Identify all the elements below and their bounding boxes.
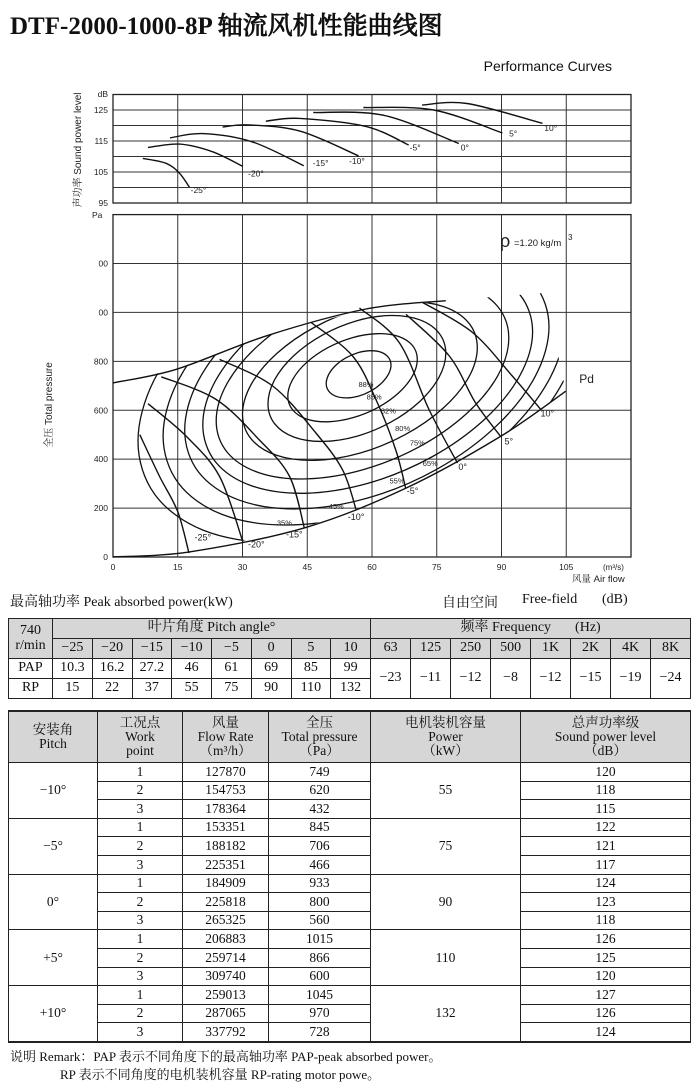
column-header-line: （kW） [422,743,469,759]
speed-cell [9,619,53,659]
pitch-cell: +5° [9,930,98,986]
table-row [9,911,691,930]
work-point-cell: 2 [98,1004,183,1023]
pitch-angle-cell: −15 [132,639,172,659]
total-pressure-cell: 466 [269,855,371,874]
total-pressure-cell: 800 [269,893,371,912]
efficiency-label: 82% [380,406,396,416]
frequency-correction: −8 [491,659,531,699]
table-row [9,930,691,949]
sound-tick-label: 95 [98,198,108,208]
work-point-cell: 1 [98,930,183,949]
frequency-unit: (Hz) [575,620,601,636]
x-tick-label: 60 [367,562,377,572]
sound-curve-label: -25° [190,184,207,195]
power-cell: 90 [371,874,521,930]
sound-curve [148,144,243,166]
efficiency-label: 88% [358,379,374,389]
sound-level-cell: 125 [521,948,691,967]
pitch-curve [311,323,406,489]
free-field-cn: 自由空间 [442,596,498,611]
flow-rate-cell: 154753 [183,781,269,800]
column-header [371,711,521,763]
pd-label: Pd [579,371,594,386]
table-row [9,1023,691,1042]
surge-line [113,301,446,383]
sound-curve-label: -10° [349,155,365,166]
sound-curve-label: 0° [460,142,469,153]
frequency-correction: −24 [651,659,691,699]
rp-value: 110 [291,679,331,699]
pitch-curve-label: -15° [285,529,303,540]
x-tick-label: 0 [110,562,116,572]
flow-rate-cell: 225351 [183,855,269,874]
speed-unit: r/min [15,637,46,653]
frequency-cell: 2K [571,639,611,659]
flow-rate-cell: 206883 [183,930,269,949]
pitch-curve-label: -25° [194,532,212,543]
column-header-line: 总声功率级 [571,714,640,730]
sound-curve-label: -5° [409,142,421,153]
rp-value: 22 [92,679,132,699]
sound-curve [363,107,502,133]
column-header-line: （dB） [584,743,627,759]
frequency-header [371,619,691,639]
sound-unit-label: dB [97,89,108,99]
pitch-angle-cell: −5 [212,639,252,659]
peak-power-caption: 最高轴功率 Peak absorbed power(kW) [10,595,233,610]
work-point-table [8,710,691,1043]
x-tick-label: 90 [496,562,507,572]
pap-value: 16.2 [92,659,132,679]
frequency-cell: 1K [531,639,571,659]
column-header-line: Total pressure [281,728,358,744]
total-pressure-cell: 620 [269,781,371,800]
efficiency-label: 80% [395,423,411,433]
pressure-tick-label: 800 [93,356,108,367]
frequency-cell: 250 [451,639,491,659]
pitch-curve-label: 0° [458,461,467,472]
table-row [9,837,691,856]
total-pressure-cell: 866 [269,948,371,967]
pitch-angle-cell: −25 [53,639,93,659]
column-header-line: Sound power level [554,728,657,744]
sound-level-cell: 124 [521,1023,691,1042]
pressure-tick-label: 600 [93,405,108,416]
total-pressure-cell: 933 [269,874,371,893]
column-header-line: 安装角 [32,721,74,737]
column-header-line: 工况点 [119,714,161,730]
pap-value: 10.3 [53,659,93,679]
sound-curve-label: -15° [312,157,329,168]
density-symbol: ρ [500,231,511,251]
frequency-correction: −19 [611,659,651,699]
flow-rate-cell: 184909 [183,874,269,893]
total-pressure-cell: 845 [269,818,371,837]
work-point-cell: 3 [98,911,183,930]
table-row [9,986,691,1005]
pitch-cell: +10° [9,986,98,1042]
sound-curve-label: 5° [509,128,518,139]
sound-tick-label: 125 [93,105,108,115]
pitch-curve [423,302,541,409]
total-pressure-cell: 970 [269,1004,371,1023]
frequency-cell: 8K [651,639,691,659]
column-header [521,711,691,763]
remark-line-1: 说明 Remark：PAP 表示不同角度下的最高轴功率 PAP-peak absorbed power。 [10,1049,442,1064]
column-header-line: Work [125,728,155,744]
column-header-line: Power [428,728,463,744]
sound-curve-label: -20° [248,168,264,179]
free-field-en: Free-field [522,592,578,607]
x-tick-label: 75 [432,562,442,572]
flow-rate-cell: 153351 [183,818,269,837]
efficiency-label: 45% [328,502,344,512]
column-header [269,711,371,763]
power-cell: 110 [371,930,521,986]
rp-value: 37 [132,679,172,699]
sound-axis-title: 声功率 Sound power level [73,92,84,208]
x-axis-unit: (m³/s) [603,563,624,572]
efficiency-label: 35% [276,518,292,528]
total-pressure-cell: 728 [269,1023,371,1042]
frequency-cell: 4K [611,639,651,659]
total-pressure-cell: 560 [269,911,371,930]
column-header [9,711,98,763]
pressure-tick-label: 200 [93,503,108,514]
frequency-cell: 125 [411,639,451,659]
rp-value: 90 [251,679,291,699]
sound-level-cell: 126 [521,930,691,949]
pitch-angle-header: 叶片角度 Pitch angle° [53,619,371,639]
column-header-line: Pitch [39,736,67,751]
table-row [9,874,691,893]
column-header-line: 电机装机容量 [405,714,486,730]
pitch-curve-label: -10° [347,512,365,523]
sound-level-cell: 126 [521,1004,691,1023]
column-header-line: （Pa） [299,743,340,759]
total-pressure-cell: 706 [269,837,371,856]
frequency-correction: −12 [531,659,571,699]
pitch-angle-cell: −20 [92,639,132,659]
efficiency-contour [268,315,446,441]
x-axis-title: 风量 Air flow [572,574,625,585]
flow-rate-cell: 337792 [183,1023,269,1042]
pitch-curve-label: -20° [248,539,265,550]
table-row [9,1004,691,1023]
sound-tick-label: 115 [94,136,108,146]
table-row [9,800,691,819]
work-point-cell: 1 [98,763,183,782]
work-point-cell: 2 [98,781,183,800]
power-cell: 75 [371,818,521,874]
sound-curve [422,102,542,123]
x-tick-label: 15 [173,562,183,572]
work-point-cell: 2 [98,948,183,967]
table-row [9,967,691,986]
frequency-correction: −12 [451,659,491,699]
pap-value: 27.2 [132,659,172,679]
frequency-header-label: 频率 Frequency [460,620,552,636]
pap-value: 61 [212,659,252,679]
work-point-cell: 3 [98,1023,183,1042]
rp-value: 75 [212,679,252,699]
sound-level-cell: 117 [521,855,691,874]
pitch-curve [148,404,243,542]
pitch-curve-label: 5° [504,436,514,447]
sound-level-cell: 115 [521,800,691,819]
work-point-cell: 3 [98,967,183,986]
frequency-correction: −11 [411,659,451,699]
table-row [9,763,691,782]
pitch-angle-cell: 5 [291,639,331,659]
pap-value: 85 [291,659,331,679]
work-point-cell: 3 [98,800,183,819]
work-point-cell: 1 [98,986,183,1005]
column-header-line: 风量 [212,714,239,730]
pap-value: 69 [251,659,291,679]
pressure-tick-label: 400 [93,454,108,465]
pitch-angle-cell: 0 [251,639,291,659]
flow-rate-cell: 127870 [183,763,269,782]
pressure-unit-label: Pa [92,210,103,220]
efficiency-label: 65% [422,458,438,468]
total-pressure-cell: 1045 [269,986,371,1005]
page-title: DTF-2000-1000-8P 轴流风机性能曲线图 [10,13,443,40]
flow-rate-cell: 287065 [183,1004,269,1023]
rp-value: 55 [172,679,212,699]
total-pressure-cell: 1015 [269,930,371,949]
density-value: =1.20 kg/m [514,238,562,249]
pap-value: 46 [172,659,212,679]
column-header-line: 全压 [306,714,333,730]
work-point-cell: 1 [98,874,183,893]
flow-rate-cell: 225818 [183,893,269,912]
x-tick-label: 30 [237,562,248,572]
sound-level-cell: 120 [521,967,691,986]
pressure-tick-label: 0 [103,552,108,562]
pitch-curve [161,377,304,528]
frequency-correction: −23 [371,659,411,699]
flow-rate-cell: 259013 [183,986,269,1005]
pap-label: PAP [9,659,53,679]
column-header-line: Flow Rate [197,728,254,744]
frequency-cell: 500 [491,639,531,659]
sound-level-cell: 118 [521,911,691,930]
pitch-angle-cell: 10 [331,639,371,659]
frequency-correction: −15 [571,659,611,699]
free-field-unit: (dB) [602,592,628,607]
sound-curve [143,158,190,187]
sound-tick-label: 105 [93,167,108,177]
flow-rate-cell: 188182 [183,837,269,856]
total-pressure-cell: 600 [269,967,371,986]
efficiency-contour [326,351,391,398]
pitch-cell: 0° [9,874,98,930]
frequency-cell: 63 [371,639,411,659]
x-tick-label: 105 [559,562,574,572]
pressure-tick-label: 00 [98,307,108,318]
total-pressure-cell: 749 [269,763,371,782]
pitch-curve-label: 10° [540,408,555,419]
work-point-cell: 1 [98,818,183,837]
total-pressure-cell: 432 [269,800,371,819]
sound-level-cell: 123 [521,893,691,912]
power-cell: 55 [371,763,521,819]
rp-value: 132 [331,679,371,699]
x-tick-label: 45 [302,562,312,572]
sound-curve [170,134,304,166]
column-header-line: （m³/h） [199,743,252,759]
pitch-curve-label: -5° [406,485,419,496]
sound-level-cell: 120 [521,763,691,782]
flow-rate-cell: 309740 [183,967,269,986]
pitch-angle-cell: −10 [172,639,212,659]
speed-value: 740 [20,622,41,638]
work-point-cell: 3 [98,855,183,874]
column-header-line: point [126,743,154,759]
flow-rate-cell: 259714 [183,948,269,967]
table-row [9,818,691,837]
table-row [9,781,691,800]
column-header [183,711,269,763]
work-point-cell: 2 [98,893,183,912]
sound-curve-label: 10° [544,123,558,134]
pressure-tick-label: 00 [98,258,108,269]
density-exponent: 3 [568,233,573,242]
chart-subtitle: Performance Curves [483,58,612,74]
pitch-cell: −10° [9,763,98,819]
sound-level-cell: 124 [521,874,691,893]
column-header [98,711,183,763]
work-point-cell: 2 [98,837,183,856]
efficiency-label: 85% [366,392,382,402]
sound-level-cell: 118 [521,781,691,800]
pitch-curve [360,308,458,463]
pap-value: 99 [331,659,371,679]
sound-level-cell: 121 [521,837,691,856]
power-cell: 132 [371,986,521,1042]
pressure-axis-title: 全压 Total pressure [44,362,55,448]
table-row [9,948,691,967]
table-row [9,893,691,912]
efficiency-label: 55% [389,476,405,486]
flow-rate-cell: 265325 [183,911,269,930]
flow-rate-cell: 178364 [183,800,269,819]
sound-level-cell: 127 [521,986,691,1005]
sound-level-cell: 122 [521,818,691,837]
table-row [9,855,691,874]
rp-label: RP [9,679,53,699]
peak-power-table [8,618,691,699]
pitch-cell: −5° [9,818,98,874]
remark-line-2: RP 表示不同角度的电机装机容量 RP-rating motor powe。 [60,1067,381,1082]
pitch-curve [406,314,501,436]
pd-line [113,391,566,557]
rp-value: 15 [53,679,93,699]
efficiency-label: 75% [409,438,425,448]
